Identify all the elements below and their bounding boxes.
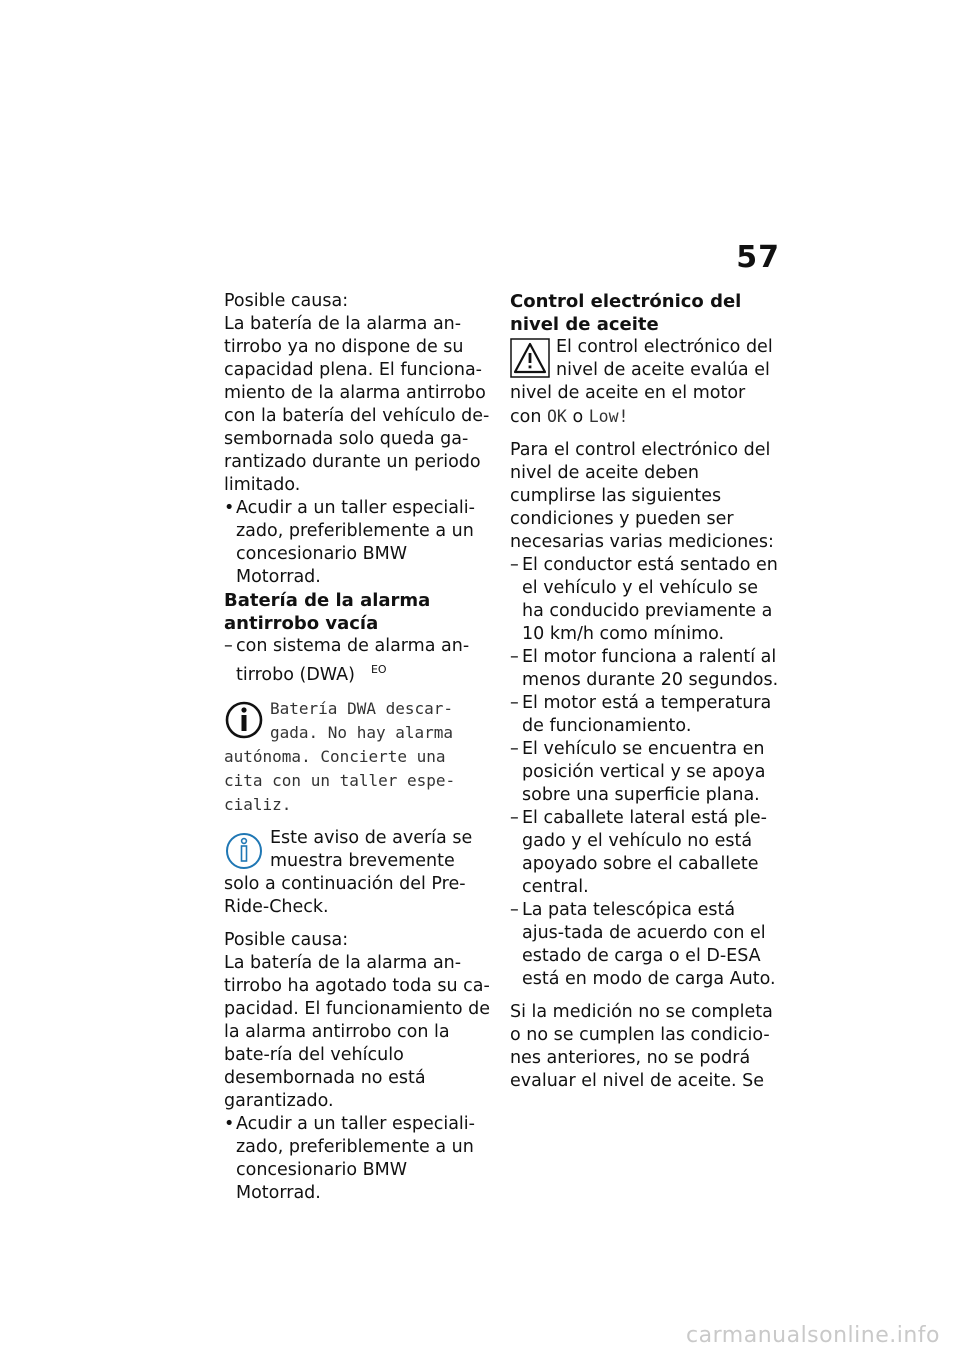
dash-icon: –: [510, 647, 519, 667]
option-badge: EO: [370, 663, 387, 676]
section-heading-battery: Batería de la alarma antirrobo vacía: [224, 590, 431, 634]
ok-code: OK: [547, 407, 567, 426]
final-paragraph: Si la medición no se completa o no se cumplen las condicio-nes anteriores, no se podrá evaluar el nivel de aceite. Se: [510, 1002, 773, 1091]
page-number: 57: [736, 240, 780, 275]
dash-icon: –: [510, 808, 519, 828]
condition-item: – El vehículo se encuentra en posición vertical y se apoya sobre una superficie plana.: [510, 739, 766, 805]
cause-label-2: Posible causa:: [224, 930, 349, 950]
action-bullet-2: [224, 1113, 492, 1205]
dash-icon: –: [510, 693, 519, 713]
cause-text-2: La batería de la alarma an-tirrobo ha agotado toda su ca-pacidad. El funcionamiento de la alarma antirrobo con la bate-ría del vehículo desembornada no está garantizado.: [224, 953, 490, 1111]
oil-warning-block: [510, 336, 782, 429]
cause-label-1: Posible causa:: [224, 291, 349, 311]
dash-icon: –: [510, 555, 519, 575]
equipment-dash-item: [224, 635, 492, 687]
action-text-1: Acudir a un taller especiali-zado, preferiblemente a un concesionario BMW Motorrad.: [236, 498, 475, 587]
low-code: Low!: [588, 407, 629, 426]
condition-item: – La pata telescópica está ajus-tada de acuerdo con el estado de carga o el D-ESA está en modo de carga Auto.: [510, 900, 776, 989]
condition-item: – El caballete lateral está ple-gado y el vehículo no está apoyado sobre el caballete central.: [510, 808, 767, 897]
bullet-icon: •: [224, 1114, 235, 1134]
conditions-intro: Para el control electrónico del nivel de aceite deben cumplirse las siguientes condiciones y pueden ser necesarias varias mediciones:: [510, 440, 774, 552]
watermark: carmanualsonline.info: [686, 1323, 940, 1348]
cause-text-1: La batería de la alarma an-tirrobo ya no dispone de su capacidad plena. El funciona-miento de la alarma antirrobo con la batería del vehículo de-sembornada solo queda ga-rantizado durante un periodo limitado.: [224, 314, 490, 495]
dash-icon: –: [224, 636, 233, 656]
info-note-text: Este aviso de avería se muestra brevemente solo a continuación del Pre-Ride-Check.: [224, 828, 473, 917]
conditions-list: [510, 554, 782, 991]
oil-warning-text: El control electrónico del nivel de aceite evalúa el nivel de aceite en el motor con: [510, 337, 773, 427]
dash-icon: –: [510, 900, 519, 920]
dash-icon: –: [510, 739, 519, 759]
action-bullet-1: [224, 497, 492, 589]
condition-item: – El motor funciona a ralentí al menos durante 20 segundos.: [510, 647, 779, 690]
right-column: [510, 290, 782, 1093]
display-message-text: Batería DWA descar-gada. No hay alarma autónoma. Concierte una cita con un taller espe-cializ.: [224, 699, 456, 814]
info-note-block: [224, 827, 492, 919]
display-message-block: [224, 697, 492, 817]
action-text-2: Acudir a un taller especiali-zado, preferiblemente a un concesionario BMW Motorrad.: [236, 1114, 475, 1203]
info-icon: [224, 699, 264, 743]
left-column: [224, 290, 492, 1205]
or-word: o: [572, 407, 584, 427]
condition-item: – El conductor está sentado en el vehículo y el vehículo se ha conducido previamente a 10 km/h como mínimo.: [510, 555, 778, 644]
condition-item: – El motor está a temperatura de funcionamiento.: [510, 693, 772, 736]
warning-triangle-icon: [510, 338, 550, 382]
info-note-icon: [224, 829, 264, 873]
equipment-text: con sistema de alarma an-tirrobo (DWA): [236, 636, 470, 685]
section-heading-oil: Control electrónico del nivel de aceite: [510, 291, 742, 335]
bullet-icon: •: [224, 498, 235, 518]
